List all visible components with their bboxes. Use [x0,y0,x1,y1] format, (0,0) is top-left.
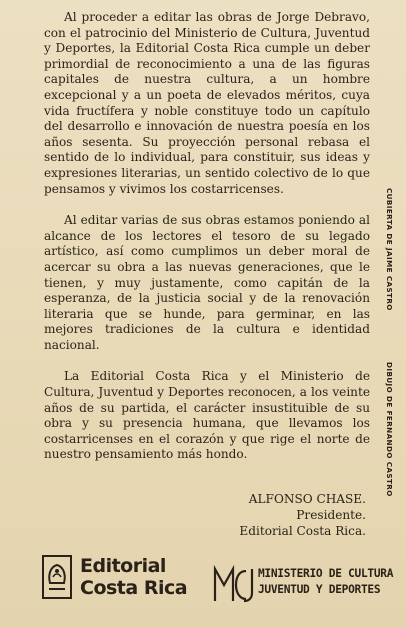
editorial-costa-rica-logo [42,555,188,605]
main-text [44,10,370,479]
ministry-logo [212,561,402,611]
editorial-line2: Costa Rica [80,577,188,599]
ministry-line2: JUVENTUD Y DEPORTES [258,583,381,596]
cover-credit-text: CUBIERTA DE JAIME CASTRO [385,188,394,311]
cover-credit [383,188,397,348]
signature-name: ALFONSO CHASE. [248,492,366,506]
editorial-line1: Editorial [80,555,166,577]
paragraph-1: Al proceder a editar las obras de Jorge Debravo, con el patrocinio del Ministerio de Cultura, Juventud y Deportes, la Editorial Costa Rica cumple un deber primordial de reconocimiento a una de las figuras capitales de nuestra cultura, a un hombre excepcional y a un poeta de elevados méritos, cuya vida fructífera y noble constituye todo un capítulo del desarrollo e innovación de nuestra poesía en los años sesenta. Su proyección personal rebasa el sentido de lo individual, para constituir, sus ideas y expresiones literarias, un sentido colectivo de lo que pensamos y vivimos los costarricenses. [44,10,370,196]
signature-org: Editorial Costa Rica. [239,524,366,538]
paragraph-2: Al editar varias de sus obras estamos poniendo al alcance de los lectores el tesoro de su legado artístico, así como cumplimos un deber moral de acercar su obra a las nuevas generaciones, que le tienen, y muy justamente, como capitán de la esperanza, de la justicia social y de la renovación literaria que se hunde, para germinar, en las mejores tradiciones de la cultura e identidad nacional. [44,213,370,352]
signature-block [166,491,366,539]
mcj-emblem-icon [212,563,254,605]
paragraph-3: La Editorial Costa Rica y el Ministerio de Cultura, Juventud y Deportes reconocen, a los veinte años de su partida, el carácter insustituible de su obra y su presencia humana, que llevamos los costarricenses en el corazón y que rige el norte de nuestro pensamiento más hondo. [44,369,370,462]
drawing-credit [383,362,397,537]
ministry-line1: MINISTERIO DE CULTURA [258,567,394,580]
signature-title: Presidente. [296,508,366,522]
drawing-credit-text: DIBUJO DE FERNANDO CASTRO [385,362,394,497]
editorial-emblem-icon [42,555,72,599]
